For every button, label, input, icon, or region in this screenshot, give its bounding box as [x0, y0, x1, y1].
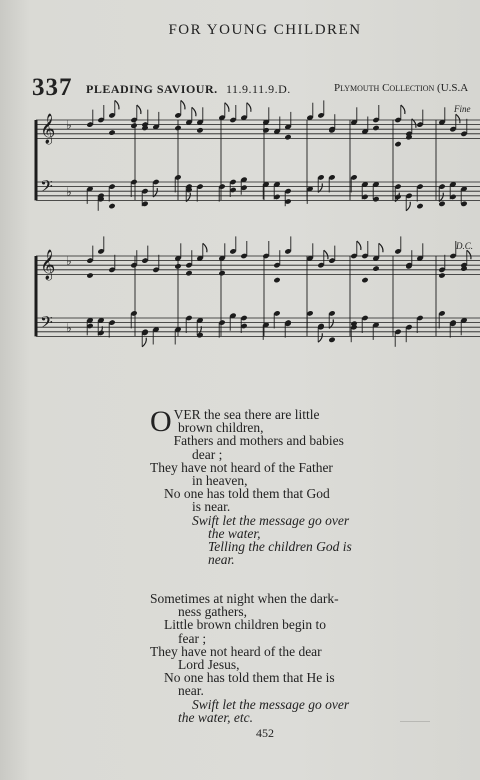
verse-line: No one has told them that He is	[164, 670, 335, 686]
note-head	[284, 134, 291, 140]
note-head	[218, 270, 225, 276]
verse-line: is near.	[192, 499, 231, 515]
tune-source: Plymouth Collection (U.S.A	[334, 82, 469, 94]
note-head	[273, 277, 280, 283]
note-flag	[203, 243, 207, 252]
note-flag	[357, 241, 361, 250]
note-head	[174, 263, 181, 269]
tune-name: PLEADING SAVIOUR.	[86, 82, 218, 96]
note-flag	[142, 338, 146, 347]
divider-rule	[400, 721, 430, 722]
note-flag	[401, 105, 405, 114]
verse-line: Lord Jesus,	[178, 657, 240, 673]
note-head	[438, 272, 445, 278]
meter: 11.9.11.9.D.	[226, 82, 291, 96]
note-head	[185, 270, 192, 276]
verse-line: VER the sea there are little	[173, 407, 320, 422]
note-head	[372, 125, 379, 131]
music-score	[34, 100, 480, 380]
verse-line: ness gathers,	[178, 604, 247, 620]
verse-line: They have not heard of the dear	[150, 643, 322, 659]
treble-clef: 𝄞	[40, 250, 56, 280]
verse-line: the water,	[208, 525, 261, 541]
note-head	[108, 203, 115, 209]
drop-cap: O	[150, 405, 172, 438]
note-flag	[406, 202, 410, 211]
note-flag	[467, 250, 471, 259]
verse-line: No one has told them that God	[164, 486, 330, 502]
flat-sign: ♭	[66, 118, 72, 132]
note-flag	[137, 105, 141, 114]
page-number: 452	[256, 726, 274, 740]
verse-line: Telling the children God is	[208, 539, 352, 555]
verse-line: in heaven,	[192, 473, 248, 489]
note-flag	[318, 333, 322, 342]
verse-line: dear ;	[192, 446, 223, 462]
note-head	[361, 277, 368, 283]
note-flag	[379, 243, 383, 252]
note-head	[262, 127, 269, 133]
flat-sign: ♭	[66, 185, 72, 199]
hymn-heading	[32, 74, 480, 100]
note-flag	[247, 103, 251, 112]
note-head	[416, 203, 423, 209]
verse-line: Swift let the message go over	[192, 696, 350, 712]
note-head	[174, 125, 181, 131]
verse-line: Swift let the message go over	[192, 512, 350, 528]
fine-mark: Fine	[454, 104, 471, 114]
note-flag	[181, 100, 185, 109]
flat-sign: ♭	[66, 254, 72, 268]
note-flag	[192, 107, 196, 116]
note-flag	[225, 103, 229, 112]
note-flag	[456, 114, 460, 123]
verse-line: Fathers and mothers and babies	[173, 433, 344, 449]
note-head	[86, 272, 93, 278]
note-flag	[115, 100, 119, 109]
verse-2	[150, 592, 380, 724]
note-flag	[324, 250, 328, 259]
hymn-number: 337	[32, 74, 73, 101]
verse-line: They have not heard of the Father	[150, 459, 333, 475]
dc-mark: D.C.	[456, 241, 474, 251]
note-head	[328, 337, 335, 343]
verse-line: near.	[178, 683, 204, 699]
running-head: FOR YOUNG CHILDREN	[168, 22, 362, 38]
bass-clef: 𝄢	[40, 312, 53, 336]
verse-line: Little brown children begin to	[164, 617, 326, 633]
verse-line: Sometimes at night when the dark-	[150, 591, 339, 606]
verse-line: near.	[208, 552, 235, 568]
bass-clef: 𝄢	[40, 176, 53, 200]
flat-sign: ♭	[66, 321, 72, 335]
note-head	[130, 122, 137, 128]
verse-line: fear ;	[178, 630, 207, 646]
note-head	[372, 265, 379, 271]
verse-line: the water, etc.	[178, 709, 253, 725]
note-head	[394, 141, 401, 147]
note-head	[108, 129, 115, 135]
verse-1	[150, 405, 380, 568]
note-head	[196, 127, 203, 133]
verse-line: brown children,	[178, 420, 264, 436]
treble-clef: 𝄞	[40, 114, 56, 144]
